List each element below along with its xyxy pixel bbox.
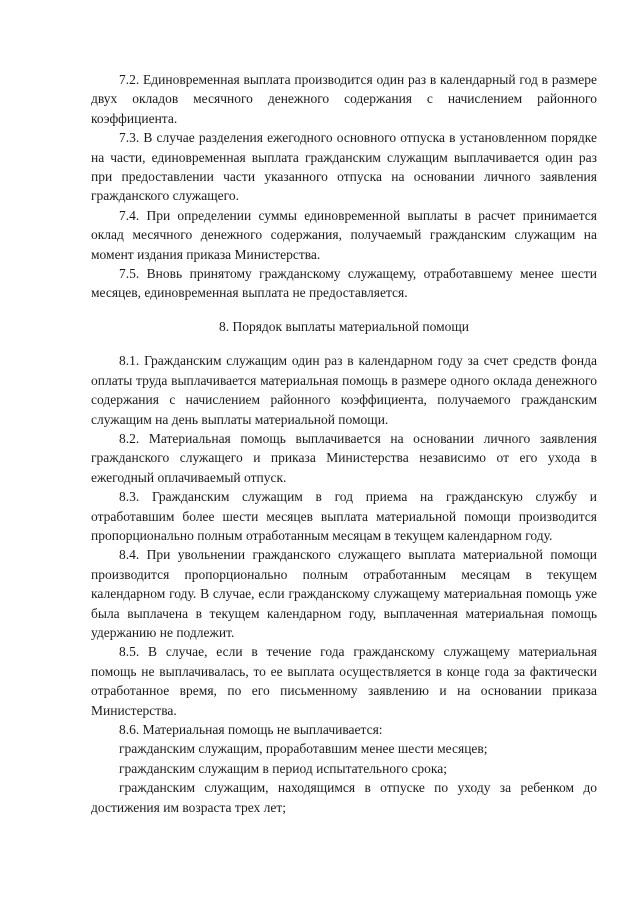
document-body <box>91 70 597 817</box>
paragraph-7-4: 7.4. При определении суммы единовременной выплаты в расчет принимается оклад месячного денежного содержания, получаемый гражданским служащим на момент издания приказа Министерства. <box>91 207 597 262</box>
paragraph-8-4: 8.4. При увольнении гражданского служащего выплата материальной помощи производится пропорционально полным отработанным месяцам в текущем календарном году. В случае, если гражданскому служащему материальная помощь уже была выплачена в текущем календарном году, выплаченная материальная помощь удержанию не подлежит. <box>91 547 597 640</box>
exclusion-item-probation-period: гражданским служащим, проработавшим менее шести месяцев; <box>119 741 488 757</box>
paragraph-7-2: 7.2. Единовременная выплата производится один раз в календарный год в размере двух окладов месячного денежного содержания с начислением районного коэффициента. <box>91 72 597 126</box>
paragraph-8-5: 8.5. В случае, если в течение года гражданскому служащему материальная помощь не выплачивалась, то ее выплата осуществляется в конце года за фактически отработанное время, по его письменному заявлению и на основании приказа Министерства. <box>91 644 597 718</box>
paragraph-7-5: 7.5. Вновь принятому гражданскому служащему, отработавшему менее шести месяцев, единовременная выплата не предоставляется. <box>91 266 597 301</box>
section-8-heading: 8. Порядок выплаты материальной помощи <box>218 318 470 334</box>
paragraph-8-6: 8.6. Материальная помощь не выплачивается: <box>119 722 383 737</box>
paragraph-8-1: 8.1. Гражданским служащим один раз в календарном году за счет средств фонда оплаты труда выплачивается материальная помощь в размере одного оклада денежного содержания с начислением районного коэффициента, получаемого гражданским служащим на день выплаты материальной помощи. <box>91 353 597 427</box>
paragraph-7-3: 7.3. В случае разделения ежегодного основного отпуска в установленном порядке на части, единовременная выплата гражданским служащим выплачивается один раз при предоставлении части указанного отпуска на основании личного заявления гражданского служащего. <box>91 130 597 204</box>
paragraph-8-3: 8.3. Гражданским служащим в год приема на гражданскую службу и отработавшим более шести месяцев выплата материальной помощи производится пропорционально полным отработанным месяцам в текущем календарном году. <box>91 489 597 543</box>
exclusion-item-parental-leave: гражданским служащим, находящимся в отпуске по уходу за ребенком до достижения им возраста трех лет; <box>91 780 597 815</box>
exclusion-item-trial-period: гражданским служащим в период испытательного срока; <box>119 760 447 776</box>
paragraph-8-2: 8.2. Материальная помощь выплачивается на основании личного заявления гражданского служащего и приказа Министерства независимо от его ухода в ежегодный оплачиваемый отпуск. <box>91 430 597 485</box>
